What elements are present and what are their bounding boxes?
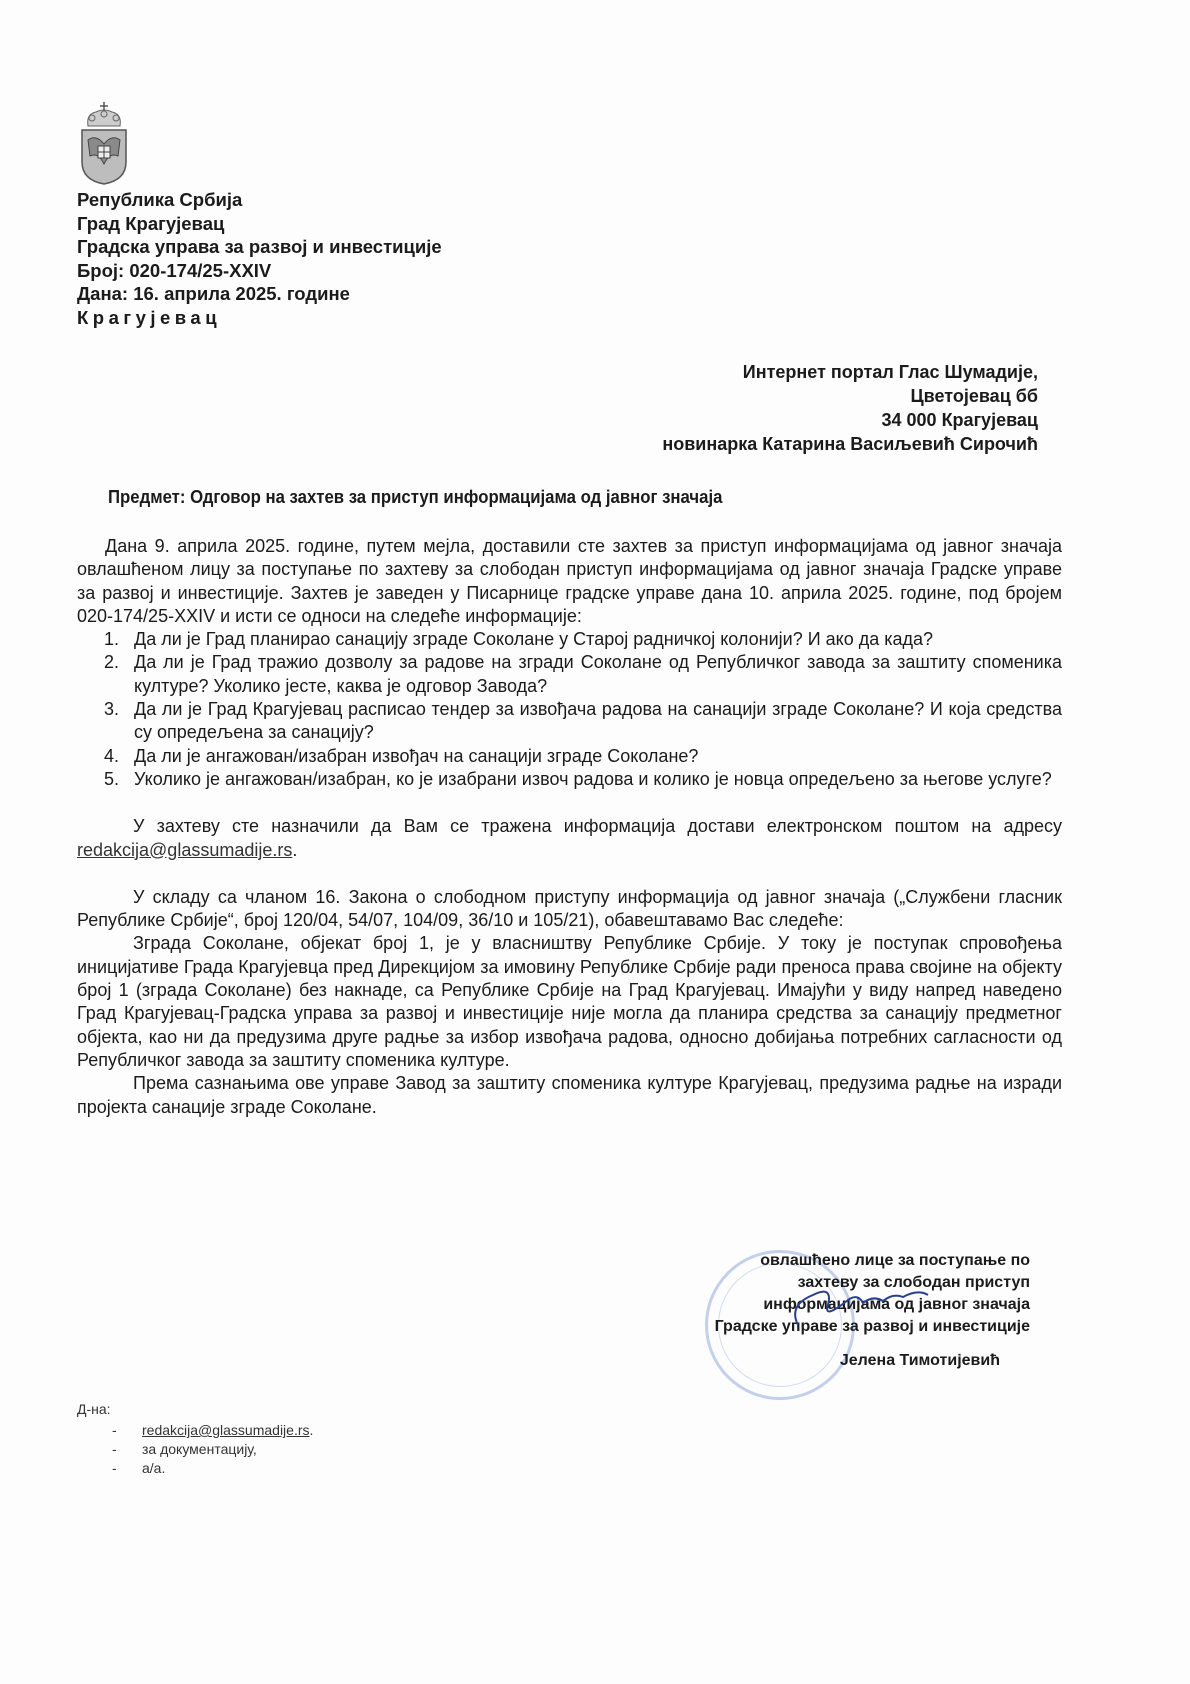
law-paragraph: У складу са чланом 16. Закона о слободном приступу информација од јавног значаја („Службени гласник Републике Србије“, број 120/04, 54/07, 104/09, 36/10 и 105/21), обавештавамо Вас следеће: (77, 886, 1062, 931)
signatory-name: Јелена Тимотијевић (839, 1352, 1000, 1369)
intro-paragraph: Дана 9. априла 2025. године, путем мејла, доставили сте захтев за приступ информацијама од јавног значаја овлашћеном лицу за поступање по захтеву за слободан приступ информацијама од јавног значаја Градске управе за развој и инвестиције. Захтев је заведен у Писарнице градске управе дана 10. априла 2025. године, под бројем 020-174/25-XXIV и исти се односи на следеће информације: (77, 536, 1062, 626)
recipient-person: новинарка Катарина Васиљевић Сирочић (662, 434, 1038, 454)
sender-header (77, 188, 442, 329)
distribution-item: - за документацију, (112, 1441, 257, 1457)
question-item: 5. Уколико је ангажован/изабран, ко је изабрани извоч радова и колико је новца опредељено за његове услуге? (124, 768, 1062, 791)
questions-list (77, 628, 1062, 791)
signature-title-line: захтеву за слободан приступ (797, 1274, 1030, 1291)
question-item: 2. Да ли је Град тражио дозволу за радове на згради Соколане од Републичког завода за заштиту споменика културе? Уколико јесте, каква је одговор Завода? (124, 651, 1062, 698)
distribution-item: - redakcija@glassumadije.rs. (112, 1422, 314, 1438)
delivery-text: У захтеву сте назначили да Вам се тражена информација достави електронском поштом на адресу (133, 816, 1062, 837)
handwritten-signature-icon (778, 1275, 948, 1335)
email-link[interactable]: redakcija@glassumadije.rs (77, 839, 293, 860)
header-place: Крагујевац (77, 306, 222, 328)
recipient-address (662, 360, 1038, 456)
answer-paragraph-2: Према сазнањима ове управе Завод за заштиту споменика културе Крагујевац, предузима радње на изради пројекта санације зграде Соколане. (77, 1073, 1062, 1117)
header-reference-number: Број: 020-174/25-XXIV (77, 259, 272, 281)
question-item: 1. Да ли је Град планирао санацију зграде Соколане у Старој радничкој колонији? И ако да када? (124, 628, 1062, 651)
distribution-list (77, 1400, 313, 1478)
question-item: 4. Да ли је ангажован/изабран извођач на санацији зграде Соколане? (124, 745, 1062, 768)
letter-body (77, 535, 1062, 1119)
serbia-coat-of-arms-icon (78, 100, 130, 186)
recipient-postal-city: 34 000 Крагујевац (881, 410, 1038, 430)
question-item: 3. Да ли је Град Крагујевац расписао тендер за извођача радова на санацији зграде Соколане? И која средства су опредељена за санацију? (124, 698, 1062, 745)
subject-line: Предмет: Одговор на захтев за приступ информацијама од јавног значаја (108, 487, 723, 507)
signature-title-line: информацијама од јавног значаја (763, 1296, 1030, 1313)
recipient-street: Цветојевац бб (910, 386, 1038, 406)
header-department: Градска управа за развој и инвестиције (77, 236, 442, 257)
header-city: Град Крагујевац (77, 212, 225, 234)
signature-title-line: овлашћено лице за поступање по (760, 1252, 1030, 1269)
signature-title-line: Градске управе за развој и инвестиције (714, 1318, 1030, 1335)
recipient-organization: Интернет портал Глас Шумадије, (742, 362, 1038, 382)
distribution-label: Д-на: (77, 1401, 111, 1417)
answer-paragraph: Зграда Соколане, објекат број 1, је у власништву Републике Србије. У току је поступак спровођења иницијативе Града Крагујевца пред Дирекцијом за имовину Републике Србије ради преноса права својине на објекту број 1 (зграда Соколане) без накнаде, са Републике Србије на Град Крагујевац. Имајући у виду напред наведено Град Крагујевац-Градска управа за развој и инвестиције није могла да планира средства за санацију предметног објекта, као ни да предузима друге радње за избор извођача радова, односно добијања потребних сагласности од Републичког завода за заштиту споменика културе. (77, 933, 1062, 1070)
delivery-paragraph: У захтеву сте назначили да Вам се тражена информација достави електронском поштом на адресу redakcija@glassumadije.rs. (77, 816, 1062, 860)
header-date: Дана: 16. априла 2025. године (77, 283, 350, 304)
header-country: Република Србија (77, 189, 243, 210)
distribution-item: - а/а. (112, 1460, 166, 1476)
distribution-email-link[interactable]: redakcija@glassumadije.rs (142, 1422, 310, 1438)
